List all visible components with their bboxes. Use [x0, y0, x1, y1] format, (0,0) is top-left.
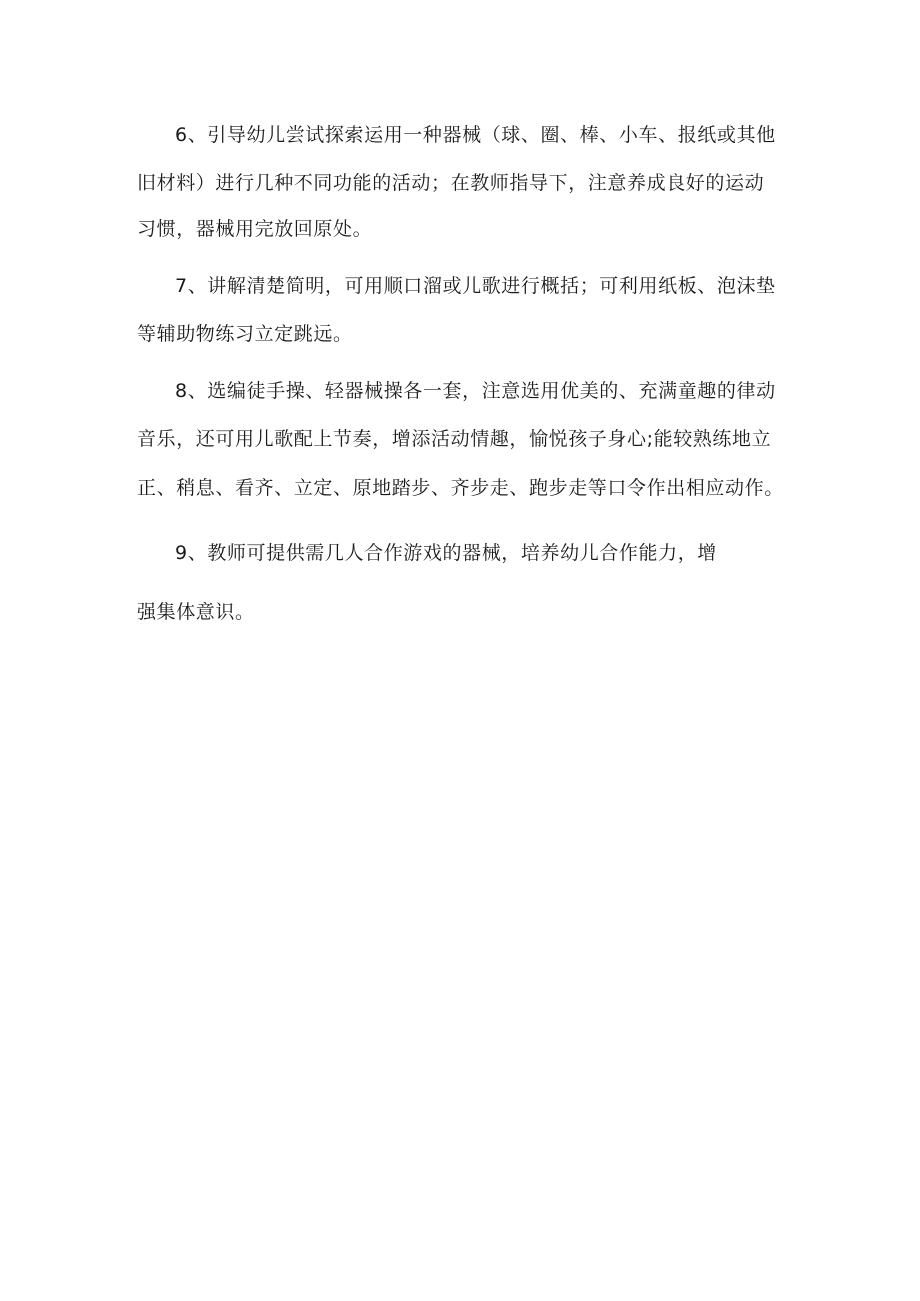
paragraph-6-line-1: 6、引导幼儿尝试探索运用一种器械（球、圈、棒、小车、报纸或其他: [175, 124, 776, 146]
paragraph-8-line-2: 音乐，还可用儿歌配上节奏，增添活动情趣，愉悦孩子身心;能较熟练地立: [137, 428, 772, 450]
paragraph-8-line-1: 8、选编徒手操、轻器械操各一套，注意选用优美的、充满童趣的律动: [175, 380, 776, 402]
paragraph-6-line-2: 旧材料）进行几种不同功能的活动；在教师指导下，注意养成良好的运动: [137, 172, 765, 194]
paragraph-7-line-2: 等辅助物练习立定跳远。: [137, 323, 353, 345]
paragraph-8-line-3: 正、稍息、看齐、立定、原地踏步、齐步走、跑步走等口令作出相应动作。: [137, 477, 784, 499]
paragraph-6-line-3: 习惯，器械用完放回原处。: [137, 218, 373, 240]
paragraph-7-line-1: 7、讲解清楚简明，可用顺口溜或儿歌进行概括；可利用纸板、泡沫垫: [175, 275, 776, 297]
paragraph-9-line-2: 强集体意识。: [137, 601, 255, 623]
paragraph-9-line-1: 9、教师可提供需几人合作游戏的器械，培养幼儿合作能力，增: [175, 542, 717, 564]
